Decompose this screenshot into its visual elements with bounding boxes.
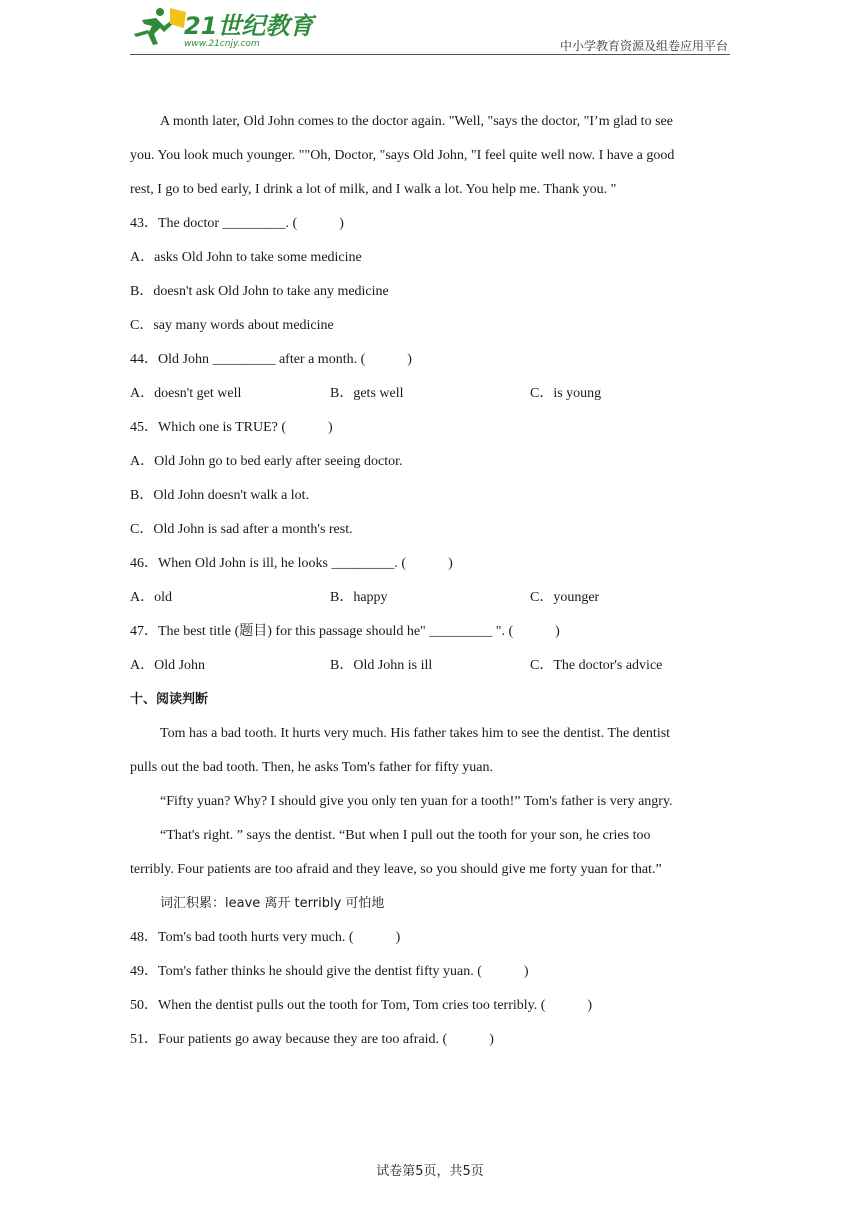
question-stem: 45．Which one is TRUE? ( ) <box>130 420 333 435</box>
option: C．is young <box>530 386 602 401</box>
site-logo <box>130 4 314 49</box>
question-stem: 46．When Old John is ill, he looks _________. ( ) <box>130 556 453 571</box>
question-stem: 43．The doctor _________. ( ) <box>130 216 344 231</box>
judgement-question: 50．When the dentist pulls out the tooth for Tom, Tom cries too terribly. ( ) <box>130 998 593 1013</box>
header-divider <box>130 54 730 55</box>
option-row <box>130 377 730 411</box>
option: A．old <box>130 590 172 605</box>
option: A．asks Old John to take some medicine <box>130 250 362 265</box>
option: B．doesn't ask Old John to take any medicine <box>130 284 389 299</box>
svg-text:21世纪教育: 21世纪教育 <box>184 12 314 40</box>
option-row <box>130 581 730 615</box>
option: A．Old John <box>130 658 206 673</box>
passage-line: you. You look much younger. ""Oh, Doctor, "says Old John, "I feel quite well now. I have a good <box>130 148 675 163</box>
passage-line: “Fifty yuan? Why? I should give you only ten yuan for a tooth!” Tom's father is very angry. <box>160 794 673 809</box>
option: B．gets well <box>330 386 404 401</box>
option: B．Old John doesn't walk a lot. <box>130 488 310 503</box>
passage-line: A month later, Old John comes to the doctor again. "Well, "says the doctor, "I’m glad to see <box>160 114 673 129</box>
option: B．Old John is ill <box>330 658 433 673</box>
option-row <box>130 649 730 683</box>
judgement-question: 51．Four patients go away because they are too afraid. ( ) <box>130 1032 494 1047</box>
option: C．younger <box>530 590 600 605</box>
platform-name: 中小学教育资源及组卷应用平台 <box>559 39 728 53</box>
option: C．The doctor's advice <box>530 658 663 673</box>
option: C．say many words about medicine <box>130 318 334 333</box>
page-header <box>130 0 730 56</box>
option: A．Old John go to bed early after seeing doctor. <box>130 454 403 469</box>
question-stem: 44．Old John _________ after a month. ( ) <box>130 352 412 367</box>
section-title: 十、阅读判断 <box>130 692 209 707</box>
question-stem: 47．The best title (题目) for this passage should he" _________ ". ( ) <box>130 624 560 639</box>
judgement-question: 48．Tom's bad tooth hurts very much. ( ) <box>130 930 401 945</box>
option: C．Old John is sad after a month's rest. <box>130 522 353 537</box>
passage-line: terribly. Four patients are too afraid and they leave, so you should give me forty yuan for that.” <box>130 862 662 877</box>
option: A．doesn't get well <box>130 386 242 401</box>
runner-icon <box>134 8 186 45</box>
option: B．happy <box>330 590 388 605</box>
passage-line: rest, I go to bed early, I drink a lot of milk, and I walk a lot. You help me. Thank you. " <box>130 182 617 197</box>
passage-line: “That's right. ” says the dentist. “But when I pull out the tooth for your son, he cries too <box>160 828 651 843</box>
passage-line: pulls out the bad tooth. Then, he asks Tom's father for fifty yuan. <box>130 760 494 775</box>
page-footer: 试卷第5页，共5页 <box>376 1164 484 1179</box>
svg-text:www.21cnjy.com: www.21cnjy.com <box>184 39 260 49</box>
vocabulary-note: 词汇积累：leave 离开 terribly 可怕地 <box>160 896 385 911</box>
exam-content <box>130 105 730 1057</box>
judgement-question: 49．Tom's father thinks he should give the dentist fifty yuan. ( ) <box>130 964 529 979</box>
passage-line: Tom has a bad tooth. It hurts very much. His father takes him to see the dentist. The dentist <box>160 726 671 741</box>
